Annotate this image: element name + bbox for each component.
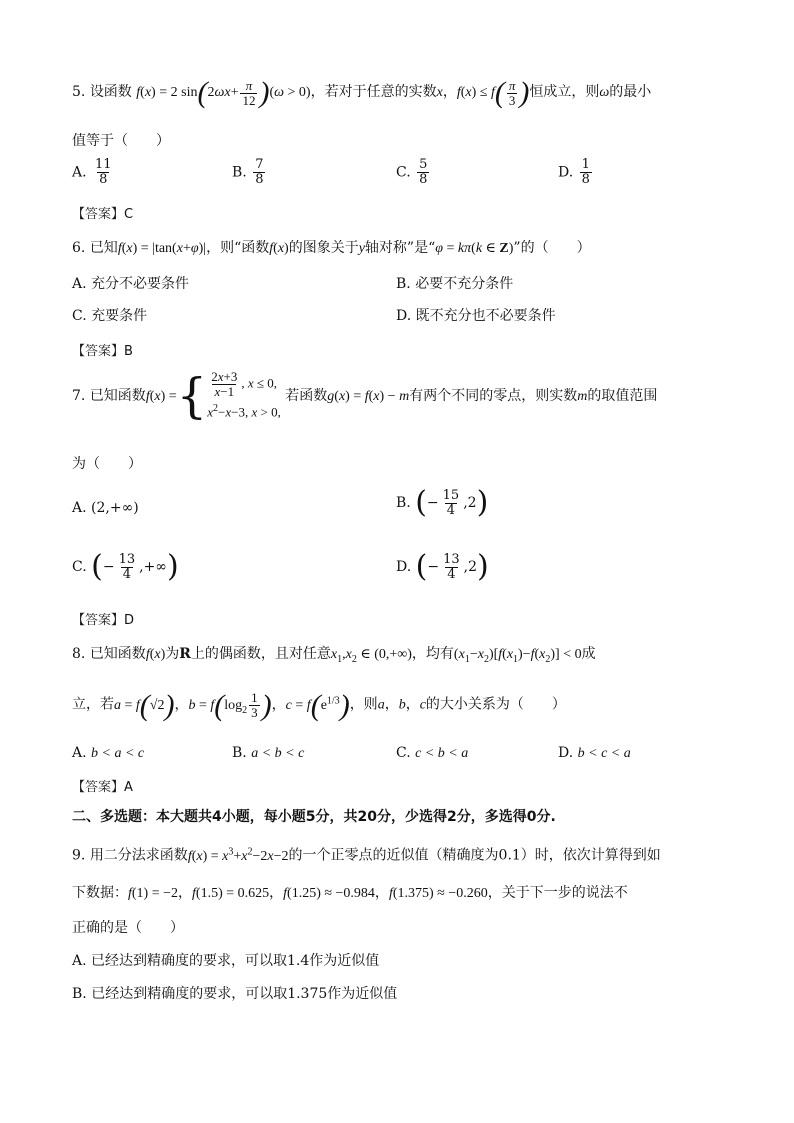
q8-option-c[interactable]: C. c < b < a — [396, 745, 469, 761]
question-5: 5. 设函数 f(x) = 2 sin(2ωx+ $\frac{\pi}{12}$ )(ω > 0)，若对于任意的实数x，f(x) ≤ f( $\frac{\pi}{3}$ )恒成立，则ω的最小 — [72, 76, 652, 109]
q6-function-def: f(x) = |tan(x+φ)| — [117, 241, 207, 256]
q7-answer: 【答案】D — [72, 613, 135, 628]
q7-option-a[interactable]: A. (2,+∞) — [72, 500, 139, 516]
q9-option-b[interactable]: B. 已经达到精确度的要求，可以取1.375作为近似值 — [72, 986, 398, 1002]
q8-answer: 【答案】A — [72, 780, 133, 795]
q7-option-b[interactable]: B. (− $\frac{15}{4}$ ,2) — [396, 485, 489, 520]
section-multi-choice-heading: 二、多选题：本大题共4小题，每小题5分，共20分，少选得2分，多选得0分. — [72, 809, 556, 825]
q9-option-a[interactable]: A. 已经达到精确度的要求，可以取1.4作为近似值 — [72, 953, 380, 969]
q6-condition: φ = kπ(k ∈ Z) — [435, 241, 514, 256]
q9-data-values: f(1) = −2，f(1.5) = 0.625，f(1.25) ≈ −0.984，f(1.375) ≈ −0.260 — [128, 886, 488, 901]
q7-option-c[interactable]: C. (− $\frac{13}{4}$ ,+∞) — [72, 549, 179, 584]
q8-option-d[interactable]: D. b < c < a — [558, 745, 631, 761]
question-7: 7. 已知函数f(x) ={ $\frac{2x+3}{x-1}$ , x ≤ 0, $x^2-x-3$, x > 0, 若函数g(x) = f(x) − m有两个不同的零点，则实数m的取值范围 — [72, 368, 658, 425]
q5-option-b[interactable]: B. $\frac{7}{8}$ — [232, 157, 264, 187]
question-5-line2: 值等于（ ） — [72, 133, 170, 149]
question-6: 6. 已知f(x) = |tan(x+φ)|，则“函数f(x)的图象关于y轴对称”是“φ = kπ(k ∈ Z)”的（ ） — [72, 240, 591, 256]
q5-function-def: f(x) = 2 sin(2ωx+ $\frac{\pi}{12}$ )(ω > 0) — [136, 76, 311, 109]
q6-answer: 【答案】B — [72, 344, 133, 359]
question-8: 8. 已知函数f(x)为R上的偶函数，且对任意$x_1,x_2$ ∈ (0,+∞)，均有$(x_1-x_2)[f(x_1)-f(x_2)] < 0$成 — [72, 646, 596, 665]
question-9-line2: 下数据：f(1) = −2，f(1.5) = 0.625，f(1.25) ≈ −0.984，f(1.375) ≈ −0.260，关于下一步的说法不 — [72, 885, 628, 901]
q8-option-a[interactable]: A. b < a < c — [72, 745, 145, 761]
q7-piecewise: $\frac{2x+3}{x-1}$ , x ≤ 0, $x^2-x-3$, x > 0, — [207, 369, 281, 420]
question-9-line3: 正确的是（ ） — [72, 920, 184, 936]
q6-option-c[interactable]: C. 充要条件 — [72, 308, 148, 324]
q8-definitions: a = f(√2)，$b = f(\log_2$ $\frac{1}{3}$ )，$c = f(e^{1/3})$ — [114, 688, 350, 722]
q5-answer: 【答案】C — [72, 207, 134, 222]
q8-option-b[interactable]: B. a < b < c — [232, 745, 305, 761]
q5-inequality: f(x) ≤ f( $\frac{\pi}{3}$ ) — [456, 76, 530, 109]
q5-option-a[interactable]: A. $\frac{11}{8}$ — [72, 157, 112, 187]
q5-option-d[interactable]: D. $\frac{1}{8}$ — [558, 157, 590, 187]
question-7-line2: 为（ ） — [72, 456, 142, 472]
q5-option-c[interactable]: C. $\frac{5}{8}$ — [396, 157, 428, 187]
q6-option-b[interactable]: B. 必要不充分条件 — [396, 276, 514, 292]
q6-option-a[interactable]: A. 充分不必要条件 — [72, 276, 190, 292]
q6-option-d[interactable]: D. 既不充分也不必要条件 — [396, 308, 556, 324]
q8-monotonic-condition: $(x_1-x_2)[f(x_1)-f(x_2)] < 0$ — [453, 647, 582, 665]
q9-function-def: $f(x) = x^3+x^2-2x-2$ — [187, 846, 289, 864]
question-8-line2: 立，若a = f(√2)，$b = f(\log_2$ $\frac{1}{3}$ )，$c = f(e^{1/3})$，则a，b，c的大小关系为（ ） — [72, 688, 566, 722]
q7-option-d[interactable]: D. (− $\frac{13}{4}$ ,2) — [396, 549, 489, 584]
question-9: 9. 用二分法求函数$f(x) = x^3+x^2-2x-2$的一个正零点的近似值（精确度为0.1）时，依次计算得到如 — [72, 846, 661, 864]
